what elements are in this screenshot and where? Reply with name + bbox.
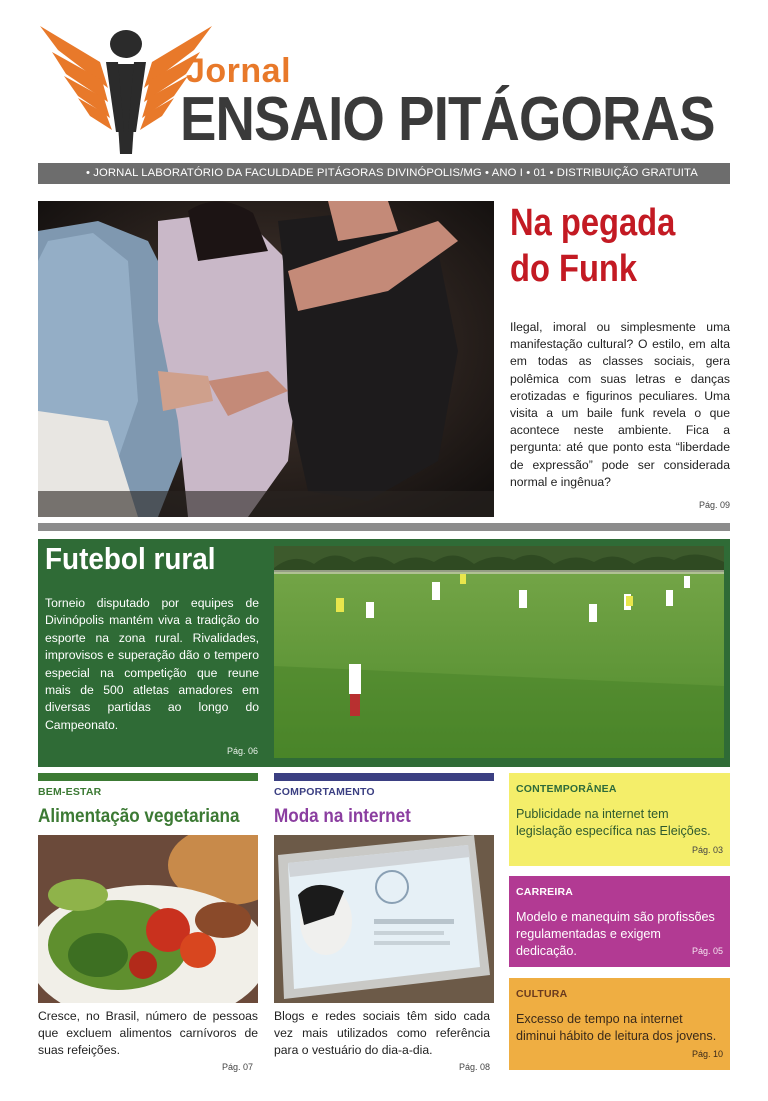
funk-party-photo — [38, 201, 494, 517]
cultura-label: CULTURA — [516, 988, 568, 1000]
brand-jornal: Jornal — [186, 52, 292, 90]
lead-page-ref: Pág. 09 — [698, 500, 730, 510]
futebol-headline: Futebol rural — [45, 541, 216, 576]
lead-summary: Ilegal, imoral ou simplesmente uma manifestação cultural? O estilo, em alta em todas as classes sociais, gera polêmica com suas letras e danças erotizadas e figurinos peculiares. Uma visita a um baile funk revela o que acontece neste ambiente. Fica a pergunta: até que ponto esta “liberdade de expressão” pode ser considerada normal e ingênua? — [510, 320, 730, 489]
contemporanea-box — [509, 773, 730, 866]
futebol-page-ref: Pág. 06 — [226, 746, 258, 756]
brand-title: ENSAIO PITÁGORAS — [180, 85, 715, 154]
comportamento-label: COMPORTAMENTO — [274, 786, 375, 798]
lead-headline — [510, 200, 699, 292]
section-divider — [38, 523, 730, 531]
contemporanea-summary: Publicidade na internet tem legislação específica nas Eleições. — [516, 807, 711, 838]
comportamento-summary: Blogs e redes sociais têm sido cada vez mais utilizados como referência para o vestuário do dia-a-dia. — [274, 1009, 490, 1058]
carreira-summary: Modelo e manequim são profissões regulamentadas e exigem dedicação. — [516, 910, 715, 958]
fashion-website-photo — [274, 835, 494, 1003]
comportamento-rule — [274, 773, 494, 781]
contemporanea-label: CONTEMPORÂNEA — [516, 783, 617, 795]
cultura-page-ref: Pág. 10 — [691, 1049, 723, 1059]
laptop-photo-illustration — [274, 835, 494, 1003]
contemporanea-page-ref: Pág. 03 — [691, 845, 723, 855]
lead-headline-line2: do Funk — [510, 248, 638, 290]
funk-photo-illustration — [38, 201, 494, 517]
bemestar-rule — [38, 773, 258, 781]
comportamento-page-ref: Pág. 08 — [458, 1062, 490, 1072]
soccer-field-photo — [274, 546, 724, 758]
bemestar-headline: Alimentação vegetariana — [38, 806, 240, 827]
futebol-summary: Torneio disputado por equipes de Divinópolis mantém viva a tradição do esporte na zona rural. Rivalidades, improvisos e superação dão o tempero especial na competição que reune mais de 500 atletas amadores em diversas partidas ao longo do Campeonato. — [45, 596, 259, 732]
carreira-label: CARREIRA — [516, 886, 574, 898]
soccer-photo-illustration — [274, 546, 724, 758]
carreira-page-ref: Pág. 05 — [691, 946, 723, 956]
cultura-summary: Excesso de tempo na internet diminui hábito de leitura dos jovens. — [516, 1012, 717, 1043]
masthead — [0, 0, 768, 160]
cultura-box — [509, 978, 730, 1070]
tagline-bar: • JORNAL LABORATÓRIO DA FACULDADE PITÁGORAS DIVINÓPOLIS/MG • ANO I • 01 • DISTRIBUIÇÃO GRATUITA — [38, 163, 730, 184]
bemestar-summary: Cresce, no Brasil, número de pessoas que excluem alimentos carnívoros de suas refeições. — [38, 1009, 258, 1058]
lead-headline-line1: Na pegada — [510, 202, 676, 244]
vegetarian-food-photo — [38, 835, 258, 1003]
bemestar-page-ref: Pág. 07 — [221, 1062, 253, 1072]
comportamento-headline: Moda na internet — [274, 806, 411, 827]
food-photo-illustration — [38, 835, 258, 1003]
carreira-box — [509, 876, 730, 967]
bemestar-label: BEM-ESTAR — [38, 786, 102, 798]
